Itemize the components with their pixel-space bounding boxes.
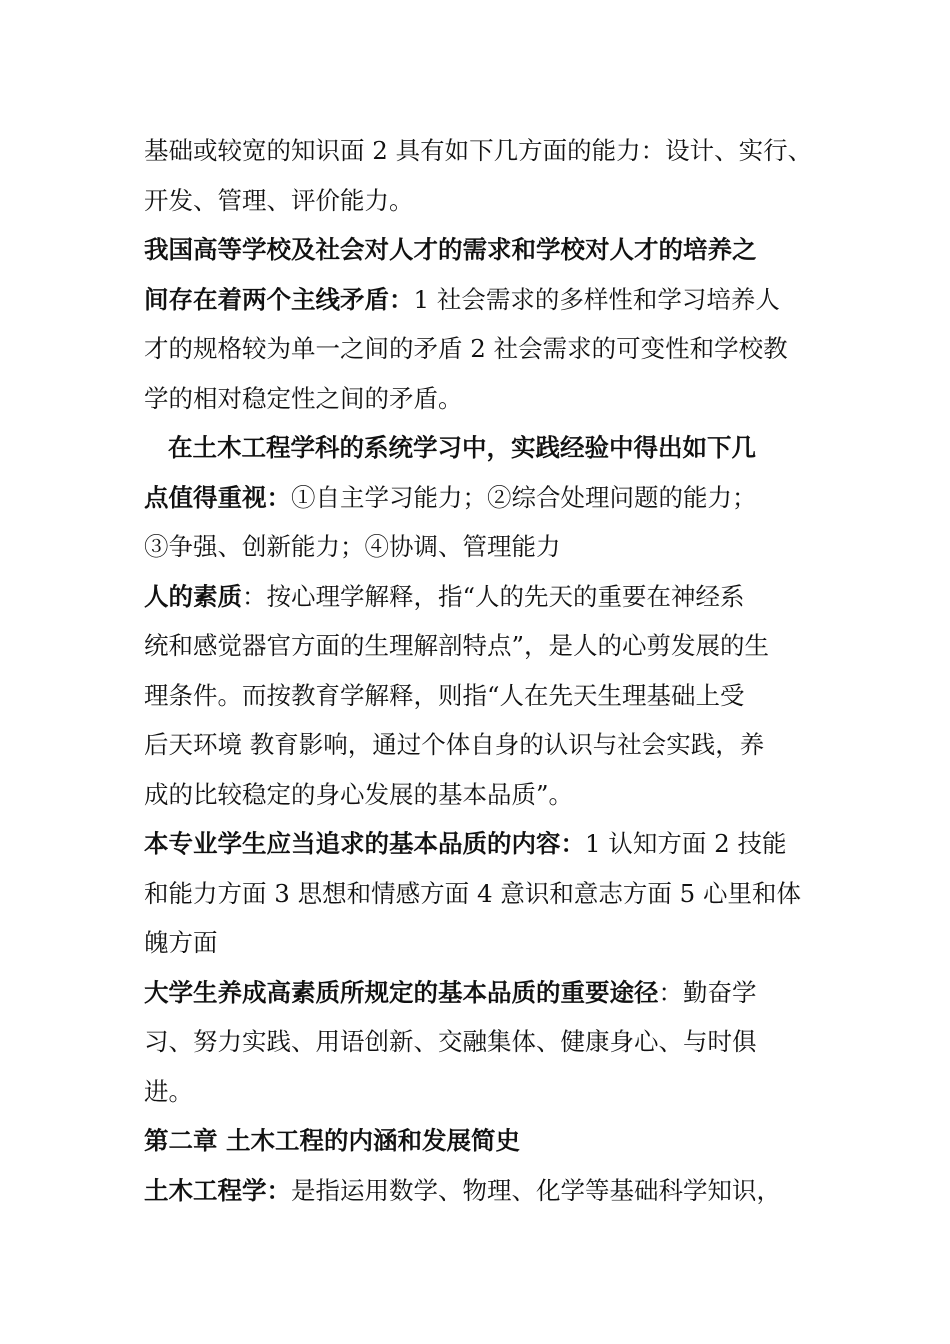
text-line: 学的相对稳定性之间的矛盾。 [144,383,463,413]
text-run: 1 认知方面 2 技能 [585,829,787,858]
bold-term: 大学生养成高素质所规定的基本品质的重要途径 [144,977,659,1007]
text-line: 成的比较稳定的身心发展的基本品质”。 [144,779,574,809]
text-run: ①自主学习能力；②综合处理问题的能力； [291,482,757,512]
text-line [144,819,816,869]
text-line [144,968,816,1018]
text-line [144,473,816,523]
chapter-heading [144,1116,816,1166]
text-line [144,572,816,622]
paragraph-human-quality [144,572,816,820]
text-line [144,1166,816,1216]
text-line: 和能力方面 3 思想和情感方面 4 意识和意志方面 5 心里和体 [144,878,801,908]
bold-term: 人的素质 [144,581,242,611]
text-line: 统和感觉器官方面的生理解剖特点”，是人的心剪发展的生 [144,631,770,660]
text-run: ：勤奋学 [658,977,757,1007]
paragraph-contradictions [144,225,816,423]
paragraph-practice-experience [144,423,816,572]
text-line: 才的规格较为单一之间的矛盾 2 社会需求的可变性和学校教 [144,334,788,363]
bold-term: 点值得重视： [144,482,291,512]
bold-heading-line: 我国高等学校及社会对人才的需求和学校对人才的培养之 [144,235,757,264]
text-line: ③争强、创新能力；④协调、管理能力 [144,532,561,561]
text-line: 习、努力实践、用语创新、交融集体、健康身心、与时俱 [144,1027,757,1056]
bold-term: 本专业学生应当追求的基本品质的内容： [144,829,585,858]
paragraph-civil-engineering-definition [144,1166,816,1216]
text-line: 开发、管理、评价能力。 [144,185,414,215]
paragraph-basic-qualities [144,819,816,968]
text-run: 1 社会需求的多样性和学习培养人 [413,284,780,314]
text-line: 进。 [144,1076,193,1106]
text-line: 后天环境 教育影响，通过个体自身的认识与社会实践，养 [144,730,765,759]
text-line [144,275,816,325]
bold-term: 土木工程学： [144,1175,291,1205]
bold-term: 间存在着两个主线矛盾： [144,284,414,314]
text-run: ：按心理学解释，指“人的先天的重要在神经系 [242,581,745,611]
text-line: 魄方面 [144,928,218,957]
text-line: 基础或较宽的知识面 2 具有如下几方面的能力：设计、实行、 [144,136,813,165]
document-body [144,126,816,1215]
chapter-title: 第二章 土木工程的内涵和发展简史 [144,1126,521,1155]
paragraph-abilities [144,126,816,225]
bold-heading-line: 在土木工程学科的系统学习中，实践经验中得出如下几 [168,433,756,462]
text-line: 理条件。而按教育学解释，则指“人在先天生理基础上受 [144,680,745,710]
paragraph-pathways [144,968,816,1117]
text-run: 是指运用数学、物理、化学等基础科学知识， [291,1175,781,1205]
